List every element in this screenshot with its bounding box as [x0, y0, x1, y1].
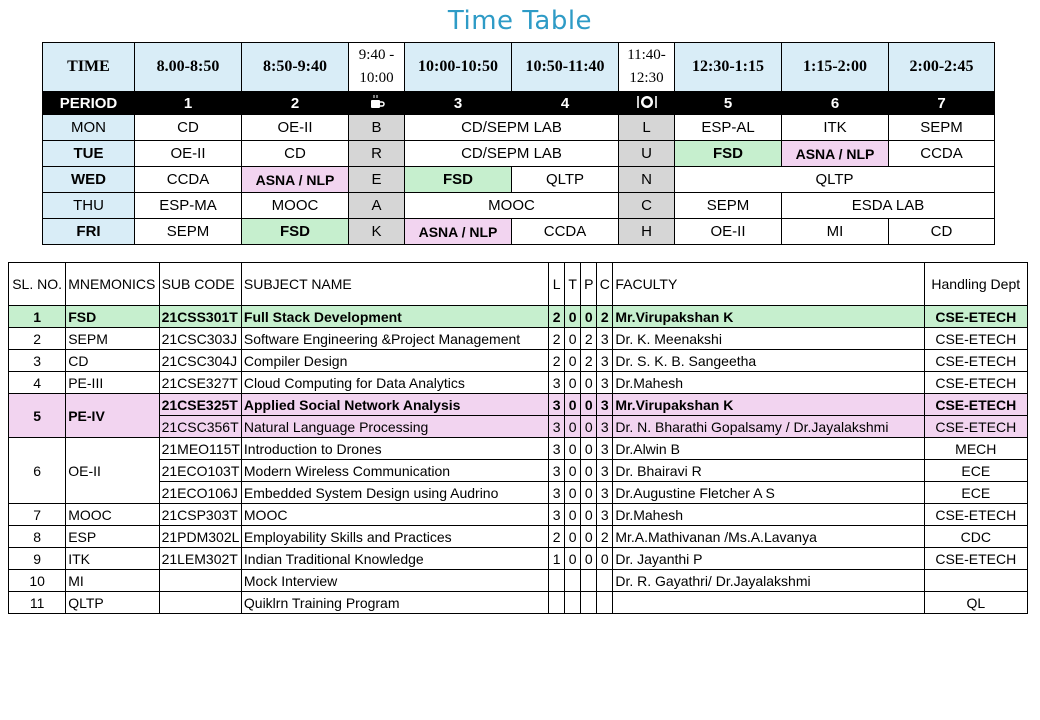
- cell-c: 3: [597, 416, 613, 438]
- table-row: [9, 482, 1028, 504]
- slot-cell: CD: [242, 141, 349, 167]
- cell-l: 2: [549, 306, 565, 328]
- slot-cell: OE-II: [675, 219, 782, 245]
- cell-subject: Embedded System Design using Audrino: [241, 482, 548, 504]
- period-row: [43, 92, 995, 115]
- slot-cell: CCDA: [889, 141, 995, 167]
- cell-faculty: Dr. Jayanthi P: [613, 548, 924, 570]
- cell-slno: 6: [9, 438, 66, 504]
- subject-header-row: [9, 263, 1028, 306]
- cell-slno: 7: [9, 504, 66, 526]
- cell-t: 0: [565, 372, 581, 394]
- cell-c: 2: [597, 306, 613, 328]
- cell-l: 3: [549, 394, 565, 416]
- cell-l: 3: [549, 372, 565, 394]
- cell-dept: CSE-ETECH: [924, 372, 1027, 394]
- table-row: [9, 372, 1028, 394]
- cell-subcode: 21CSS301T: [159, 306, 241, 328]
- cell-t: 0: [565, 548, 581, 570]
- slot-cell-asna-nlp: ASNA / NLP: [405, 219, 512, 245]
- cell-p: 2: [581, 350, 597, 372]
- slot-cell: SEPM: [889, 115, 995, 141]
- cell-subject: MOOC: [241, 504, 548, 526]
- col-header-subcode: SUB CODE: [159, 263, 241, 306]
- cell-subject: Mock Interview: [241, 570, 548, 592]
- slot-cell: CD: [135, 115, 242, 141]
- timetable: [42, 42, 995, 245]
- cell-t: 0: [565, 416, 581, 438]
- cell-t: 0: [565, 350, 581, 372]
- period-2: 2: [242, 92, 349, 115]
- cell-dept: ECE: [924, 460, 1027, 482]
- slot-cell: CD: [889, 219, 995, 245]
- cell-subcode: 21CSC304J: [159, 350, 241, 372]
- cell-mnemonic: ESP: [66, 526, 159, 548]
- cell-subject: Indian Traditional Knowledge: [241, 548, 548, 570]
- cell-dept: CSE-ETECH: [924, 306, 1027, 328]
- table-row: [9, 504, 1028, 526]
- cell-l: 2: [549, 350, 565, 372]
- slot-1: 8.00-8:50: [135, 43, 242, 92]
- cell-slno: 10: [9, 570, 66, 592]
- day-label: MON: [43, 115, 135, 141]
- cell-mnemonic: QLTP: [66, 592, 159, 614]
- cell-dept: CSE-ETECH: [924, 394, 1027, 416]
- col-header-dept: Handling Dept: [924, 263, 1027, 306]
- cell-l: 3: [549, 416, 565, 438]
- cell-mnemonic: MOOC: [66, 504, 159, 526]
- cell-t: 0: [565, 306, 581, 328]
- slot-cell-asna-nlp: ASNA / NLP: [782, 141, 889, 167]
- table-row: [9, 328, 1028, 350]
- table-row: [9, 592, 1028, 614]
- cell-mnemonic: OE-II: [66, 438, 159, 504]
- time-label: TIME: [43, 43, 135, 92]
- cell-t: 0: [565, 482, 581, 504]
- day-row-fri: [43, 219, 995, 245]
- cell-slno: 11: [9, 592, 66, 614]
- slot-5: 12:30-1:15: [675, 43, 782, 92]
- break-letter: B: [349, 115, 405, 141]
- slot-3: 10:00-10:50: [405, 43, 512, 92]
- cell-mnemonic: PE-IV: [66, 394, 159, 438]
- cell-t: 0: [565, 328, 581, 350]
- cell-dept: [924, 570, 1027, 592]
- slot-cell: ITK: [782, 115, 889, 141]
- cell-c: 3: [597, 438, 613, 460]
- cell-l: 1: [549, 548, 565, 570]
- slot-cell: MI: [782, 219, 889, 245]
- cell-dept: MECH: [924, 438, 1027, 460]
- cell-dept: CSE-ETECH: [924, 548, 1027, 570]
- cell-subcode: 21ECO103T: [159, 460, 241, 482]
- cell-subcode: 21CSP303T: [159, 504, 241, 526]
- lunch-time: 11:40- 12:30: [619, 43, 675, 92]
- lunch-letter: U: [619, 141, 675, 167]
- cell-faculty: Dr.Augustine Fletcher A S: [613, 482, 924, 504]
- period-3: 3: [405, 92, 512, 115]
- slot-cell: QLTP: [512, 167, 619, 193]
- cell-subject: Employability Skills and Practices: [241, 526, 548, 548]
- cell-subcode: [159, 592, 241, 614]
- cell-subcode: [159, 570, 241, 592]
- cell-faculty: Dr.Mahesh: [613, 504, 924, 526]
- slot-cell: OE-II: [135, 141, 242, 167]
- cell-mnemonic: CD: [66, 350, 159, 372]
- cell-p: [581, 592, 597, 614]
- cell-t: 0: [565, 460, 581, 482]
- cell-p: 0: [581, 460, 597, 482]
- col-header-c: C: [597, 263, 613, 306]
- slot-cell: SEPM: [135, 219, 242, 245]
- table-row: [9, 460, 1028, 482]
- cell-l: 3: [549, 460, 565, 482]
- cell-c: 0: [597, 548, 613, 570]
- cell-p: [581, 570, 597, 592]
- cell-subcode: 21ECO106J: [159, 482, 241, 504]
- cell-mnemonic: MI: [66, 570, 159, 592]
- cell-p: 0: [581, 548, 597, 570]
- cell-c: 3: [597, 482, 613, 504]
- cell-p: 0: [581, 394, 597, 416]
- period-4: 4: [512, 92, 619, 115]
- cell-p: 0: [581, 416, 597, 438]
- cell-l: 3: [549, 438, 565, 460]
- cell-p: 0: [581, 372, 597, 394]
- cell-t: [565, 592, 581, 614]
- cell-t: 0: [565, 394, 581, 416]
- cell-c: 2: [597, 526, 613, 548]
- slot-cell-fsd: FSD: [242, 219, 349, 245]
- period-5: 5: [675, 92, 782, 115]
- cell-l: [549, 570, 565, 592]
- cell-dept: CSE-ETECH: [924, 504, 1027, 526]
- cell-mnemonic: ITK: [66, 548, 159, 570]
- day-label: WED: [43, 167, 135, 193]
- table-row: [9, 350, 1028, 372]
- slot-cell: OE-II: [242, 115, 349, 141]
- cell-mnemonic: PE-III: [66, 372, 159, 394]
- cell-subcode: 21CSC303J: [159, 328, 241, 350]
- cell-faculty: Dr. S. K. B. Sangeetha: [613, 350, 924, 372]
- lunch-icon-cell: [619, 92, 675, 115]
- cell-subcode: 21CSC356T: [159, 416, 241, 438]
- cell-dept: QL: [924, 592, 1027, 614]
- table-row: [9, 394, 1028, 416]
- cell-p: 0: [581, 482, 597, 504]
- cell-dept: CSE-ETECH: [924, 416, 1027, 438]
- slot-cell-qltp: QLTP: [675, 167, 995, 193]
- cell-subcode: 21MEO115T: [159, 438, 241, 460]
- col-header-slno: SL. NO.: [9, 263, 66, 306]
- cell-faculty: Mr.A.Mathivanan /Ms.A.Lavanya: [613, 526, 924, 548]
- cell-faculty: Dr.Alwin B: [613, 438, 924, 460]
- cell-l: 2: [549, 526, 565, 548]
- cell-dept: CDC: [924, 526, 1027, 548]
- dining-plate-icon: [636, 94, 658, 110]
- coffee-cup-icon: [369, 94, 385, 110]
- cell-p: 0: [581, 306, 597, 328]
- day-label: FRI: [43, 219, 135, 245]
- slot-7: 2:00-2:45: [889, 43, 995, 92]
- cell-slno: 8: [9, 526, 66, 548]
- cell-faculty: Mr.Virupakshan K: [613, 394, 924, 416]
- lunch-letter: N: [619, 167, 675, 193]
- cell-dept: CSE-ETECH: [924, 350, 1027, 372]
- period-7: 7: [889, 92, 995, 115]
- break-letter: E: [349, 167, 405, 193]
- break-letter: A: [349, 193, 405, 219]
- cell-c: [597, 592, 613, 614]
- col-header-faculty: FACULTY: [613, 263, 924, 306]
- slot-cell-fsd: FSD: [675, 141, 782, 167]
- cell-subject: Cloud Computing for Data Analytics: [241, 372, 548, 394]
- period-label: PERIOD: [43, 92, 135, 115]
- cell-subject: Software Engineering &Project Management: [241, 328, 548, 350]
- slot-cell-lab: CD/SEPM LAB: [405, 115, 619, 141]
- cell-faculty: Dr. N. Bharathi Gopalsamy / Dr.Jayalakshmi: [613, 416, 924, 438]
- cell-p: 0: [581, 504, 597, 526]
- cell-subcode: 21LEM302T: [159, 548, 241, 570]
- cell-subject: Modern Wireless Communication: [241, 460, 548, 482]
- cell-faculty: Mr.Virupakshan K: [613, 306, 924, 328]
- cell-c: 3: [597, 394, 613, 416]
- day-row-wed: [43, 167, 995, 193]
- cell-p: 0: [581, 526, 597, 548]
- cell-t: 0: [565, 438, 581, 460]
- cell-slno: 2: [9, 328, 66, 350]
- lunch-letter: H: [619, 219, 675, 245]
- cell-l: 3: [549, 482, 565, 504]
- day-row-tue: [43, 141, 995, 167]
- cell-faculty: Dr. R. Gayathri/ Dr.Jayalakshmi: [613, 570, 924, 592]
- cell-c: 3: [597, 350, 613, 372]
- cell-subject: Compiler Design: [241, 350, 548, 372]
- cell-subcode: 21CSE325T: [159, 394, 241, 416]
- cell-faculty: Dr.Mahesh: [613, 372, 924, 394]
- slot-2: 8:50-9:40: [242, 43, 349, 92]
- cell-slno: 4: [9, 372, 66, 394]
- cell-l: [549, 592, 565, 614]
- day-row-thu: [43, 193, 995, 219]
- period-6: 6: [782, 92, 889, 115]
- cell-faculty: [613, 592, 924, 614]
- cell-c: 3: [597, 504, 613, 526]
- col-header-p: P: [581, 263, 597, 306]
- break-icon-cell: [349, 92, 405, 115]
- day-label: THU: [43, 193, 135, 219]
- break-time: 9:40 - 10:00: [349, 43, 405, 92]
- table-row: [9, 306, 1028, 328]
- slot-cell-lab: ESDA LAB: [782, 193, 995, 219]
- break-letter: K: [349, 219, 405, 245]
- slot-cell-fsd: FSD: [405, 167, 512, 193]
- cell-slno: 9: [9, 548, 66, 570]
- col-header-t: T: [565, 263, 581, 306]
- cell-c: 3: [597, 372, 613, 394]
- cell-p: 0: [581, 438, 597, 460]
- col-header-mnemonics: MNEMONICS: [66, 263, 159, 306]
- slot-cell: ESP-MA: [135, 193, 242, 219]
- break-letter: R: [349, 141, 405, 167]
- table-row: [9, 438, 1028, 460]
- day-row-mon: [43, 115, 995, 141]
- table-row: [9, 570, 1028, 592]
- cell-dept: ECE: [924, 482, 1027, 504]
- subject-table: [8, 262, 1028, 614]
- cell-c: 3: [597, 460, 613, 482]
- cell-subcode: 21PDM302L: [159, 526, 241, 548]
- slot-cell: SEPM: [675, 193, 782, 219]
- cell-t: 0: [565, 526, 581, 548]
- slot-4: 10:50-11:40: [512, 43, 619, 92]
- cell-slno: 5: [9, 394, 66, 438]
- day-label: TUE: [43, 141, 135, 167]
- cell-subject: Full Stack Development: [241, 306, 548, 328]
- period-1: 1: [135, 92, 242, 115]
- cell-slno: 3: [9, 350, 66, 372]
- col-header-l: L: [549, 263, 565, 306]
- cell-slno: 1: [9, 306, 66, 328]
- cell-p: 2: [581, 328, 597, 350]
- cell-faculty: Dr. Bhairavi R: [613, 460, 924, 482]
- cell-t: 0: [565, 504, 581, 526]
- cell-faculty: Dr. K. Meenakshi: [613, 328, 924, 350]
- cell-mnemonic: SEPM: [66, 328, 159, 350]
- slot-cell: CCDA: [512, 219, 619, 245]
- cell-l: 2: [549, 328, 565, 350]
- cell-t: [565, 570, 581, 592]
- slot-cell-mooc: MOOC: [405, 193, 619, 219]
- slot-cell: CCDA: [135, 167, 242, 193]
- col-header-subject: SUBJECT NAME: [241, 263, 548, 306]
- cell-subject: Natural Language Processing: [241, 416, 548, 438]
- table-row: [9, 548, 1028, 570]
- page-title: Time Table: [447, 6, 593, 36]
- cell-subject: Applied Social Network Analysis: [241, 394, 548, 416]
- cell-mnemonic: FSD: [66, 306, 159, 328]
- cell-subject: Quiklrn Training Program: [241, 592, 548, 614]
- lunch-letter: C: [619, 193, 675, 219]
- slot-cell: MOOC: [242, 193, 349, 219]
- cell-c: [597, 570, 613, 592]
- cell-c: 3: [597, 328, 613, 350]
- table-row: [9, 526, 1028, 548]
- lunch-letter: L: [619, 115, 675, 141]
- cell-subcode: 21CSE327T: [159, 372, 241, 394]
- slot-cell-asna-nlp: ASNA / NLP: [242, 167, 349, 193]
- cell-l: 3: [549, 504, 565, 526]
- cell-subject: Introduction to Drones: [241, 438, 548, 460]
- slot-cell: ESP-AL: [675, 115, 782, 141]
- time-header-row: [43, 43, 995, 92]
- cell-dept: CSE-ETECH: [924, 328, 1027, 350]
- slot-6: 1:15-2:00: [782, 43, 889, 92]
- table-row: [9, 416, 1028, 438]
- slot-cell-lab: CD/SEPM LAB: [405, 141, 619, 167]
